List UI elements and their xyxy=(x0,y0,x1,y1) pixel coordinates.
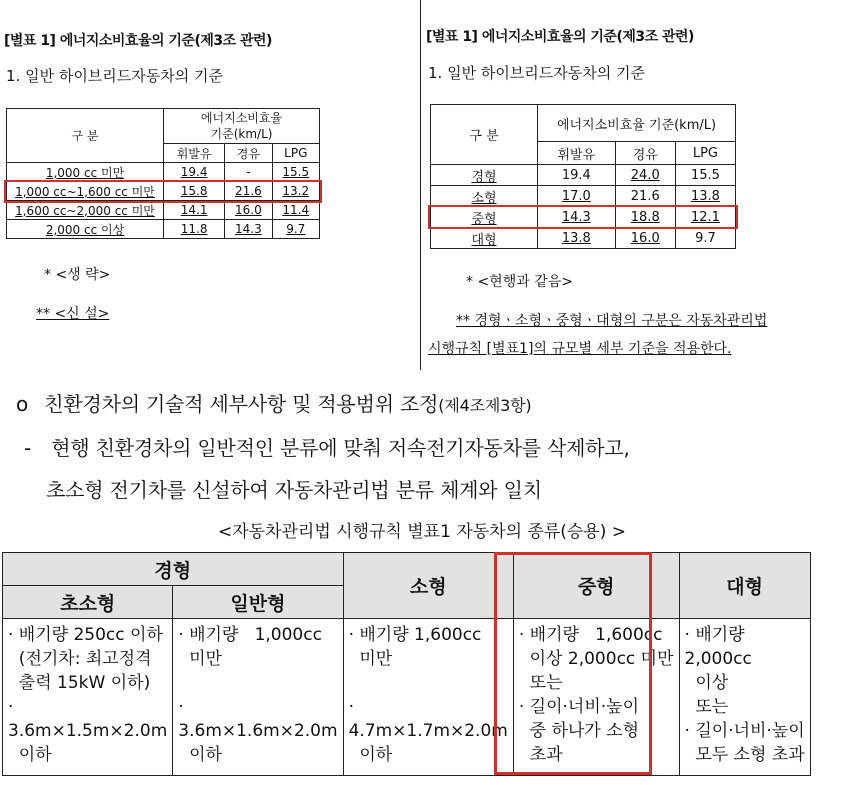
bullet-2-marker: - xyxy=(24,436,32,460)
cell-diesel: 16.0 xyxy=(225,201,272,220)
cell-gasoline: 11.8 xyxy=(164,220,225,239)
cell-small xyxy=(343,619,513,776)
cell-line: · 3.6m×1.5m×2.0m xyxy=(8,697,168,741)
cell-gasoline: 19.4 xyxy=(538,165,616,186)
right-title: [별표 1] 에너지소비효율의 기준(제3조 관련) xyxy=(426,29,694,45)
cell-diesel: 21.6 xyxy=(225,182,272,201)
cell-lpg: 12.1 xyxy=(675,207,735,228)
table-row xyxy=(7,163,320,182)
cell-line: 초과 xyxy=(518,745,563,765)
header-light: 경형 xyxy=(3,553,344,586)
cell-line: · 4.7m×1.7m×2.0m xyxy=(348,697,508,741)
header-general: 일반형 xyxy=(173,586,343,619)
left-subtitle: 1. 일반 하이브리드자동차의 기준 xyxy=(6,67,223,85)
header-mid: 중형 xyxy=(513,553,679,619)
cell-large xyxy=(679,619,810,776)
left-fuel-diesel: 경유 xyxy=(225,144,272,163)
cell-line: · 배기량 1,600cc xyxy=(518,625,663,645)
left-fuel-lpg: LPG xyxy=(272,144,319,163)
left-note-2: ** <신 설> xyxy=(36,306,110,322)
left-fuel-gasoline: 휘발유 xyxy=(164,144,225,163)
cell-diesel: 14.3 xyxy=(225,220,272,239)
right-highlight-box xyxy=(428,205,738,229)
cell-line: 이하 xyxy=(348,745,393,765)
right-note-2a: ** 경형ㆍ소형ㆍ중형ㆍ대형의 구분은 자동차관리법 xyxy=(456,313,768,329)
row-label: 1,600 cc~2,000 cc 미만 xyxy=(7,201,164,220)
cell-gasoline: 15.8 xyxy=(164,182,225,201)
cell-line: 모두 소형 초과 xyxy=(684,745,805,765)
row-label: 1,000 cc~1,600 cc 미만 xyxy=(7,182,164,201)
cell-line: · 길이·너비·높이 xyxy=(518,697,639,717)
cell-line: 미만 xyxy=(178,649,222,669)
left-header-efficiency: 에너지소비효율 기준(km/L) xyxy=(164,109,320,144)
right-header-efficiency: 에너지소비효율 기준(km/L) xyxy=(538,105,736,142)
header-large: 대형 xyxy=(679,553,810,619)
cell-line: 출력 15kW 이하) xyxy=(8,673,151,693)
cell-diesel: 16.0 xyxy=(615,228,675,249)
left-highlight-box xyxy=(4,180,322,203)
cell-line: 중 하나가 소형 xyxy=(518,721,639,741)
right-subtitle: 1. 일반 하이브리드자동차의 기준 xyxy=(428,64,645,82)
right-note-1: * <현행과 같음> xyxy=(466,274,573,290)
left-note-1: * <생 략> xyxy=(44,267,111,283)
cell-line: 이하 xyxy=(8,745,52,765)
left-efficiency-table xyxy=(6,108,320,239)
cell-line: · 길이·너비·높이 xyxy=(684,721,805,741)
header-small: 소형 xyxy=(343,553,513,619)
bullet-1-marker: o xyxy=(16,392,29,416)
cell-line: · 3.6m×1.6m×2.0m xyxy=(178,697,338,741)
table-row xyxy=(7,220,320,239)
cell-line: 미만 xyxy=(348,649,393,669)
cell-diesel: 24.0 xyxy=(615,165,675,186)
cell-lpg: 11.4 xyxy=(272,201,319,220)
table-row xyxy=(431,165,736,186)
cell-gasoline: 17.0 xyxy=(538,186,616,207)
left-title: [별표 1] 에너지소비효율의 기준(제3조 관련) xyxy=(4,33,272,49)
bullet-2-line-2: 초소형 전기차를 신설하여 자동차관리법 분류 체계와 일치 xyxy=(46,478,542,502)
cell-general xyxy=(173,619,343,776)
bullet-2-line-1: 현행 친환경차의 일반적인 분류에 맞춰 저속전기자동차를 삭제하고, xyxy=(51,436,630,460)
cell-lpg: 9.7 xyxy=(675,228,735,249)
bullet-2 xyxy=(24,432,630,461)
cell-diesel: - xyxy=(225,163,272,182)
cell-lpg: 15.5 xyxy=(272,163,319,182)
row-label: 대형 xyxy=(431,228,538,249)
right-header-category: 구 분 xyxy=(431,105,538,165)
cell-line: · 배기량 2,000cc xyxy=(684,625,752,669)
vehicle-class-table xyxy=(2,552,811,776)
cell-line: 또는 xyxy=(518,673,563,693)
cell-line: · 배기량 1,600cc xyxy=(348,625,482,645)
cell-line: · 배기량 250cc 이하 xyxy=(8,625,163,645)
cell-line: 이상 2,000cc 미만 xyxy=(518,649,674,669)
cell-gasoline: 13.8 xyxy=(538,228,616,249)
cell-diesel: 18.8 xyxy=(615,207,675,228)
cell-gasoline: 14.3 xyxy=(538,207,616,228)
mid-class-highlight-box xyxy=(494,552,652,775)
row-label: 중형 xyxy=(431,207,538,228)
left-header-category: 구 분 xyxy=(7,109,164,163)
cell-line: · 배기량 1,000cc xyxy=(178,625,322,645)
cell-lpg: 13.8 xyxy=(675,186,735,207)
cell-lpg: 9.7 xyxy=(272,220,319,239)
panel-divider xyxy=(420,0,421,370)
cell-line: (전기차: 최고정격 xyxy=(8,649,152,669)
right-fuel-diesel: 경유 xyxy=(615,142,675,165)
bullet-1 xyxy=(16,388,531,417)
cell-line: 또는 xyxy=(684,697,729,717)
row-label: 1,000 cc 미만 xyxy=(7,163,164,182)
right-fuel-lpg: LPG xyxy=(675,142,735,165)
bullet-1-text: 친환경차의 기술적 세부사항 및 적용범위 조정 xyxy=(44,392,439,416)
table-row xyxy=(431,228,736,249)
row-label: 소형 xyxy=(431,186,538,207)
cell-line: 이하 xyxy=(178,745,222,765)
cell-gasoline: 19.4 xyxy=(164,163,225,182)
table-row xyxy=(7,201,320,220)
cell-ultra-compact xyxy=(3,619,173,776)
header-ultra-compact: 초소형 xyxy=(3,586,173,619)
right-note-2b: 시행규칙 [별표1]의 규모별 세부 기준을 적용한다. xyxy=(428,341,732,357)
right-fuel-gasoline: 휘발유 xyxy=(538,142,616,165)
table-row xyxy=(431,186,736,207)
cell-diesel: 21.6 xyxy=(615,186,675,207)
cell-gasoline: 14.1 xyxy=(164,201,225,220)
cell-line: 이상 xyxy=(684,673,729,693)
row-label: 2,000 cc 이상 xyxy=(7,220,164,239)
cell-lpg: 13.2 xyxy=(272,182,319,201)
cell-lpg: 15.5 xyxy=(675,165,735,186)
row-label: 경형 xyxy=(431,165,538,186)
table-caption: <자동차관리법 시행규칙 별표1 자동차의 종류(승용) > xyxy=(217,522,627,542)
bullet-1-ref: (제4조제3항) xyxy=(438,396,532,415)
